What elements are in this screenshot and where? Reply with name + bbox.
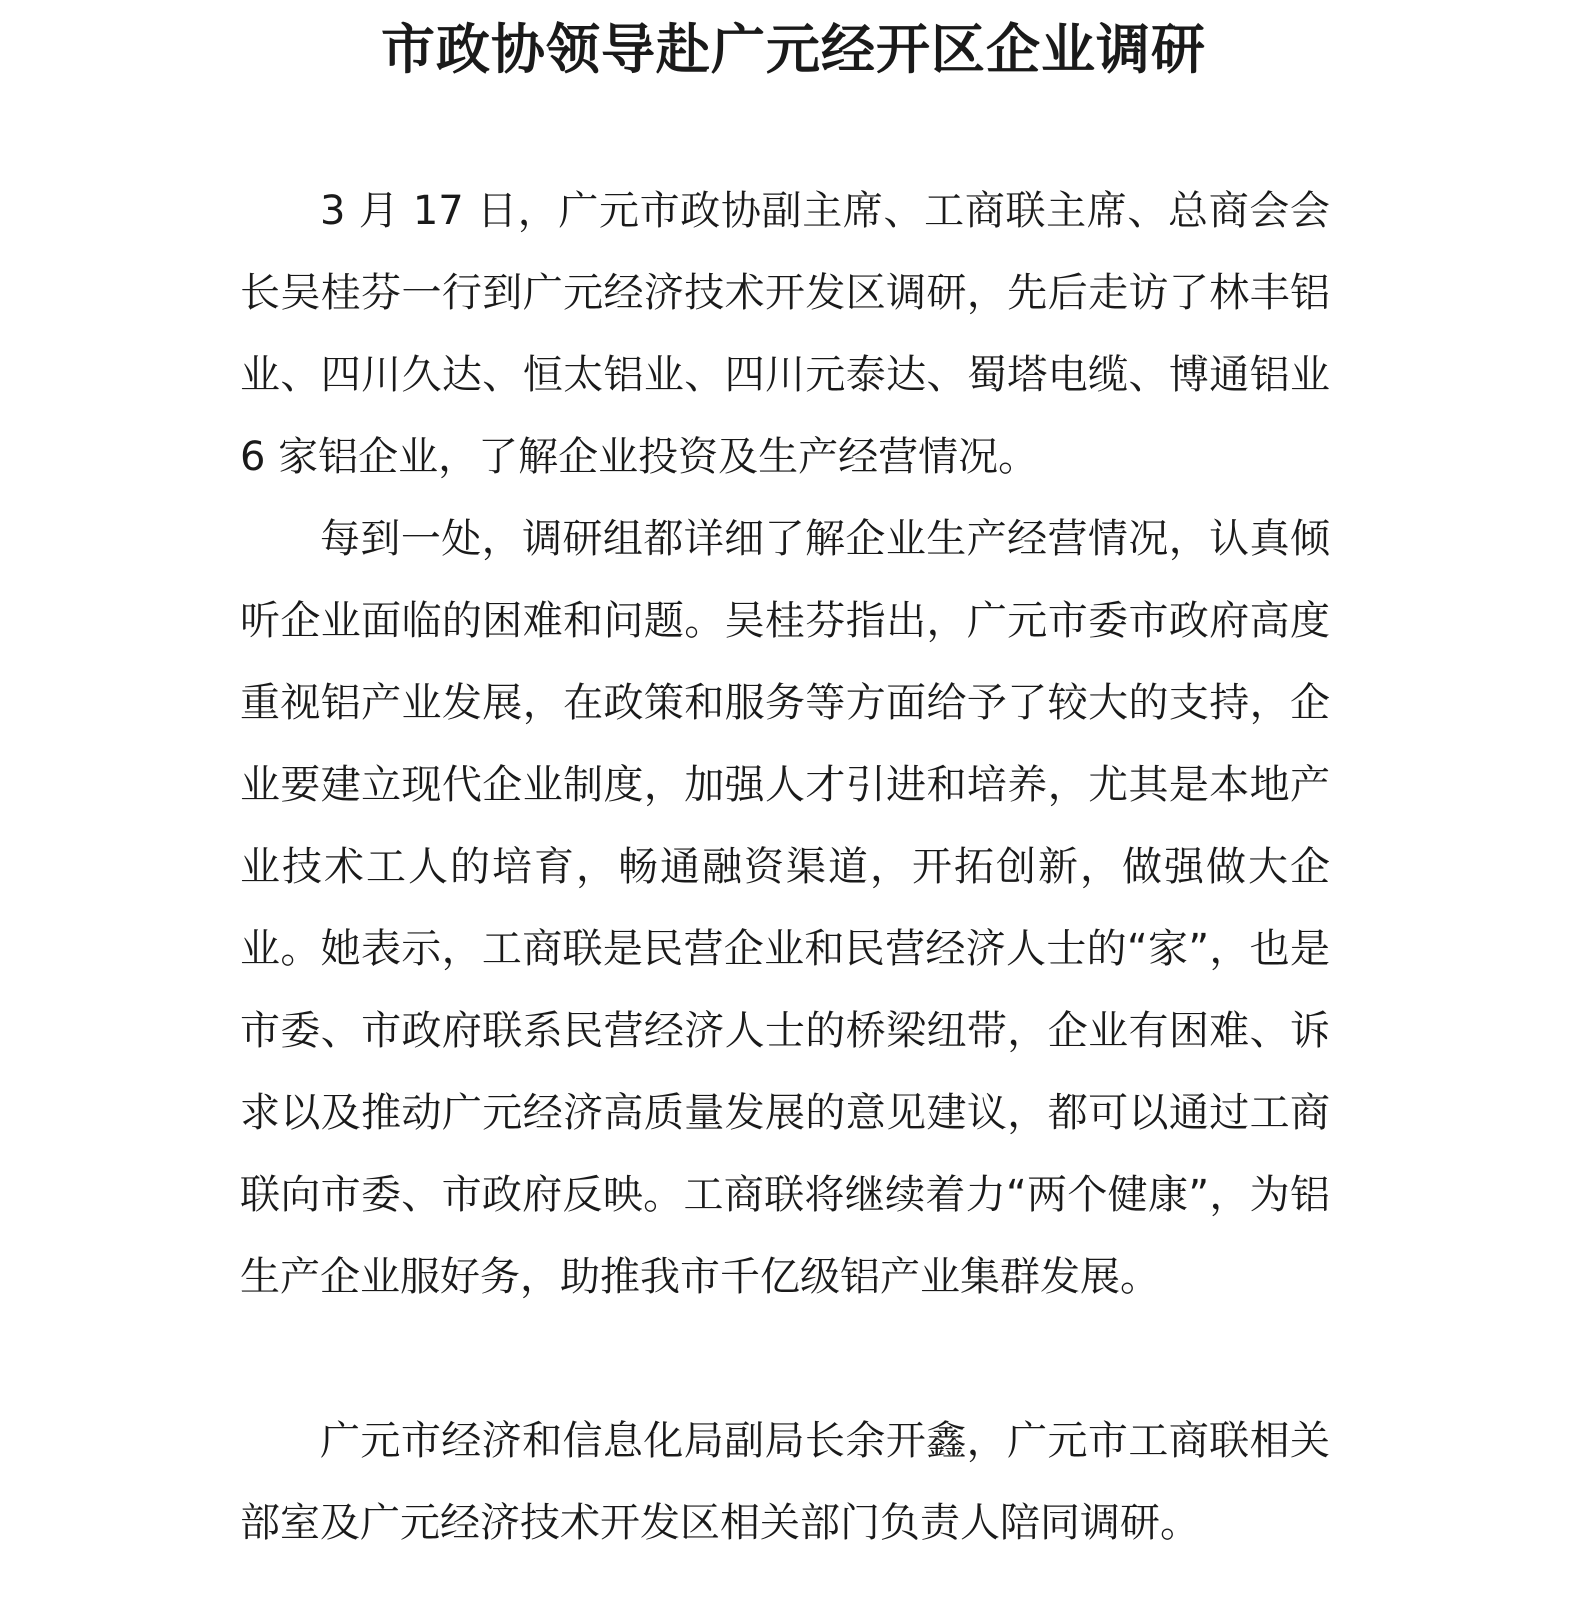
paragraph-2: 每到一处，调研组都详细了解企业生产经营情况，认真倾听企业面临的困难和问题。吴桂芬指出，广元市委市政府高度重视铝产业发展，在政策和服务等方面给予了较大的支持，企业要建立现代企业制度，加强人才引进和培养，尤其是本地产业技术工人的培育，畅通融资渠道，开拓创新，做强做大企业。她表示，工商联是民营企业和民营经济人士的“家”，也是市委、市政府联系民营经济人士的桥梁纽带，企业有困难、诉求以及推动广元经济高质量发展的意见建议，都可以通过工商联向市委、市政府反映。工商联将继续着力“两个健康”，为铝生产企业服好务，助推我市千亿级铝产业集群发展。 — [240, 516, 1330, 1300]
paragraph-1: 3 月 17 日，广元市政协副主席、工商联主席、总商会会长吴桂芬一行到广元经济技术开发区调研，先后走访了林丰铝业、四川久达、恒太铝业、四川元泰达、蜀塔电缆、博通铝业 6 家铝企业，了解企业投资及生产经营情况。 — [240, 188, 1330, 480]
paragraph-3: 广元市经济和信息化局副局长余开鑫，广元市工商联相关部室及广元经济技术开发区相关部门负责人陪同调研。 — [240, 1418, 1330, 1546]
document-title: 市政协领导赴广元经开区企业调研 — [381, 17, 1206, 81]
